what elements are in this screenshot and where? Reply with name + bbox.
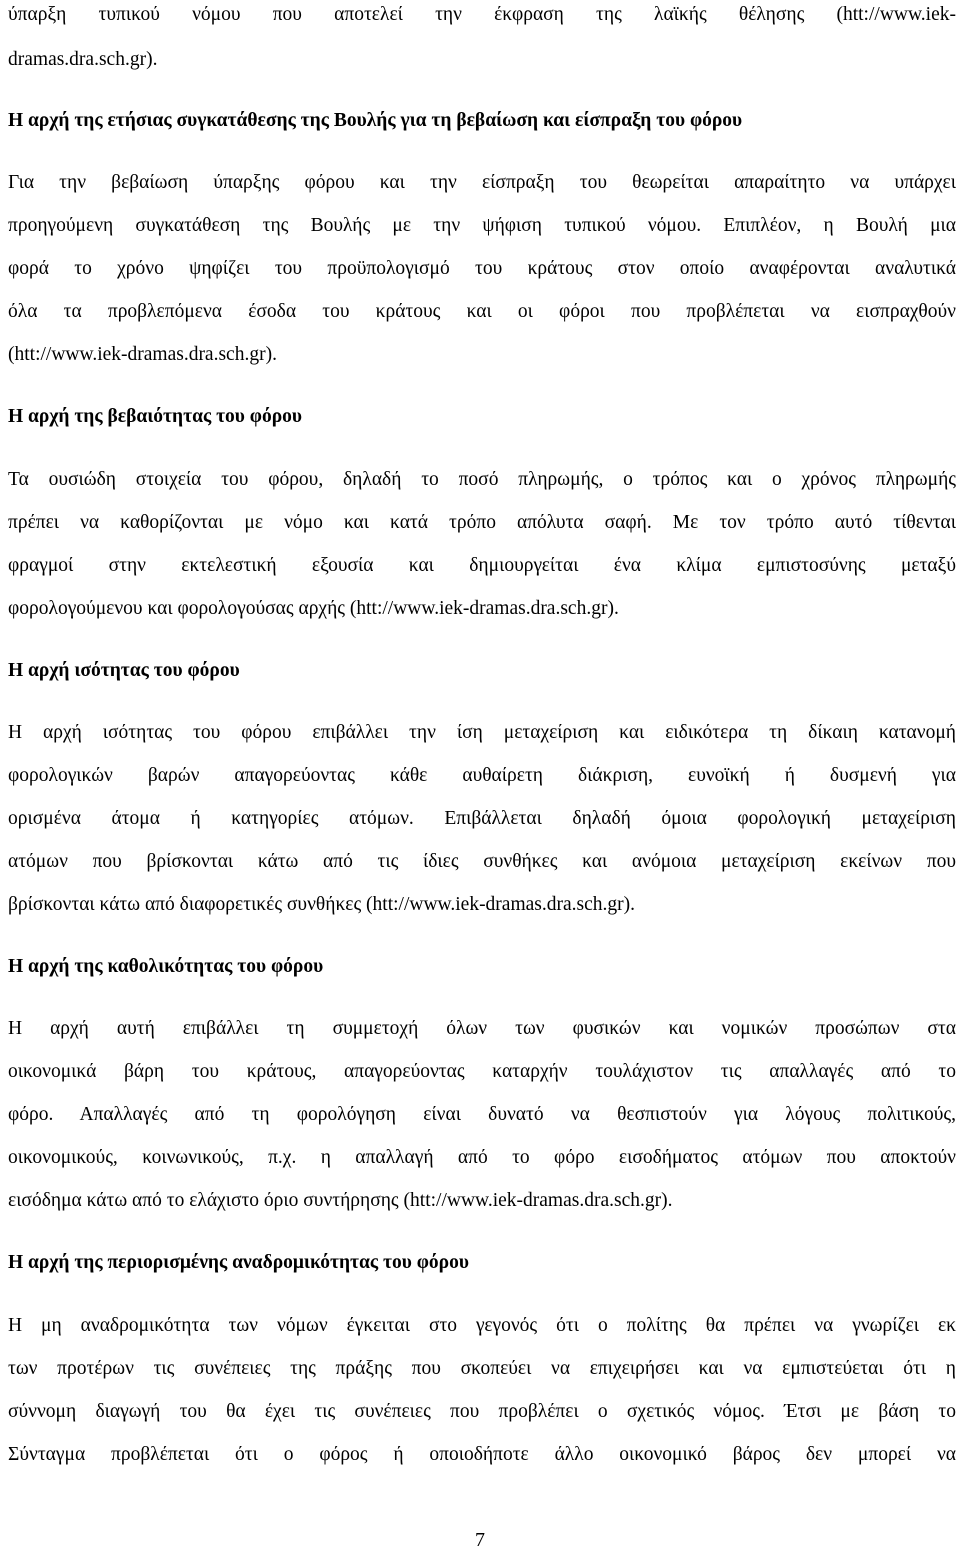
equality-line-4: ατόμων που βρίσκονται κάτω από τις ίδιες συνθήκες και ανόμοια μεταχείριση εκείνων που <box>8 851 956 872</box>
equality-line-2: φορολογικών βαρών απαγορεύοντας κάθε αυθαίρετη διάκριση, ευνοϊκή ή δυσμενή για <box>8 765 956 786</box>
retroactivity-line-1: Η μη αναδρομικότητα των νόμων έγκειται στο γεγονός ότι ο πολίτης θα πρέπει να γνωρίζει εκ <box>8 1315 956 1336</box>
certainty-line-1: Τα ουσιώδη στοιχεία του φόρου, δηλαδή το ποσό πληρωμής, ο τρόπος και ο χρόνος πληρωμής <box>8 469 956 490</box>
retroactivity-line-4: Σύνταγμα προβλέπεται ότι ο φόρος ή οποιοδήποτε άλλο οικονομικό βάρος δεν μπορεί να <box>8 1444 956 1465</box>
consent-line-3: φορά το χρόνο ψηφίζει του προϋπολογισμό του κράτους στον οποίο αναφέρονται αναλυτικά <box>8 258 956 279</box>
consent-line-5: (htt://www.iek-dramas.dra.sch.gr). <box>8 344 277 365</box>
heading-annual-consent: Η αρχή της ετήσιας συγκατάθεσης της Βουλής για τη βεβαίωση και είσπραξη του φόρου <box>8 110 743 131</box>
equality-line-1: Η αρχή ισότητας του φόρου επιβάλλει την ίση μεταχείριση και ειδικότερα τη δίκαιη κατανομή <box>8 722 956 743</box>
retroactivity-line-2: των προτέρων τις συνέπειες της πράξης που σκοπεύει να επιχειρήσει και να εμπιστεύεται ότι η <box>8 1358 956 1379</box>
universality-line-4: οικονομικούς, κοινωνικούς, π.χ. η απαλλαγή από το φόρο εισοδήματος ατόμων που αποκτούν <box>8 1147 956 1168</box>
universality-line-1: Η αρχή αυτή επιβάλλει τη συμμετοχή όλων των φυσικών και νομικών προσώπων στα <box>8 1018 956 1039</box>
heading-certainty: Η αρχή της βεβαιότητας του φόρου <box>8 406 303 427</box>
equality-line-3: ορισμένα άτομα ή κατηγορίες ατόμων. Επιβάλλεται δηλαδή όμοια φορολογική μεταχείριση <box>8 808 956 829</box>
consent-line-2: προηγούμενη συγκατάθεση της Βουλής με την ψήφιση τυπικού νόμου. Επιπλέον, η Βουλή μια <box>8 215 956 236</box>
certainty-line-2: πρέπει να καθορίζονται με νόμο και κατά τρόπο απόλυτα σαφή. Με τον τρόπο αυτό τίθενται <box>8 512 956 533</box>
intro-line-1: ύπαρξη τυπικού νόμου που αποτελεί την έκφραση της λαϊκής θέλησης (htt://www.iek- <box>8 4 956 25</box>
heading-retroactivity: Η αρχή της περιορισμένης αναδρομικότητας του φόρου <box>8 1252 469 1273</box>
intro-line-2: dramas.dra.sch.gr). <box>8 49 158 70</box>
equality-line-5: βρίσκονται κάτω από διαφορετικές συνθήκες (htt://www.iek-dramas.dra.sch.gr). <box>8 894 635 915</box>
certainty-line-3: φραγμοί στην εκτελεστική εξουσία και δημιουργείται ένα κλίμα εμπιστοσύνης μεταξύ <box>8 555 956 576</box>
page-number: 7 <box>475 1529 485 1551</box>
consent-line-4: όλα τα προβλεπόμενα έσοδα του κράτους και οι φόροι που προβλέπεται να εισπραχθούν <box>8 301 956 322</box>
universality-line-2: οικονομικά βάρη του κράτους, απαγορεύοντας καταρχήν τουλάχιστον τις απαλλαγές από το <box>8 1061 956 1082</box>
heading-universality: Η αρχή της καθολικότητας του φόρου <box>8 956 324 977</box>
certainty-line-4: φορολογούμενου και φορολογούσας αρχής (htt://www.iek-dramas.dra.sch.gr). <box>8 598 619 619</box>
consent-line-1: Για την βεβαίωση ύπαρξης φόρου και την είσπραξη του θεωρείται απαραίτητο να υπάρχει <box>8 172 956 193</box>
universality-line-3: φόρο. Απαλλαγές από τη φορολόγηση είναι δυνατό να θεσπιστούν για λόγους πολιτικούς, <box>8 1104 956 1125</box>
retroactivity-line-3: σύννομη διαγωγή του θα έχει τις συνέπειες που προβλέπει ο σχετικός νόμος. Έτσι με βάση το <box>8 1401 956 1422</box>
heading-equality: Η αρχή ισότητας του φόρου <box>8 660 240 681</box>
universality-line-5: εισόδημα κάτω από το ελάχιστο όριο συντήρησης (htt://www.iek-dramas.dra.sch.gr). <box>8 1190 673 1211</box>
